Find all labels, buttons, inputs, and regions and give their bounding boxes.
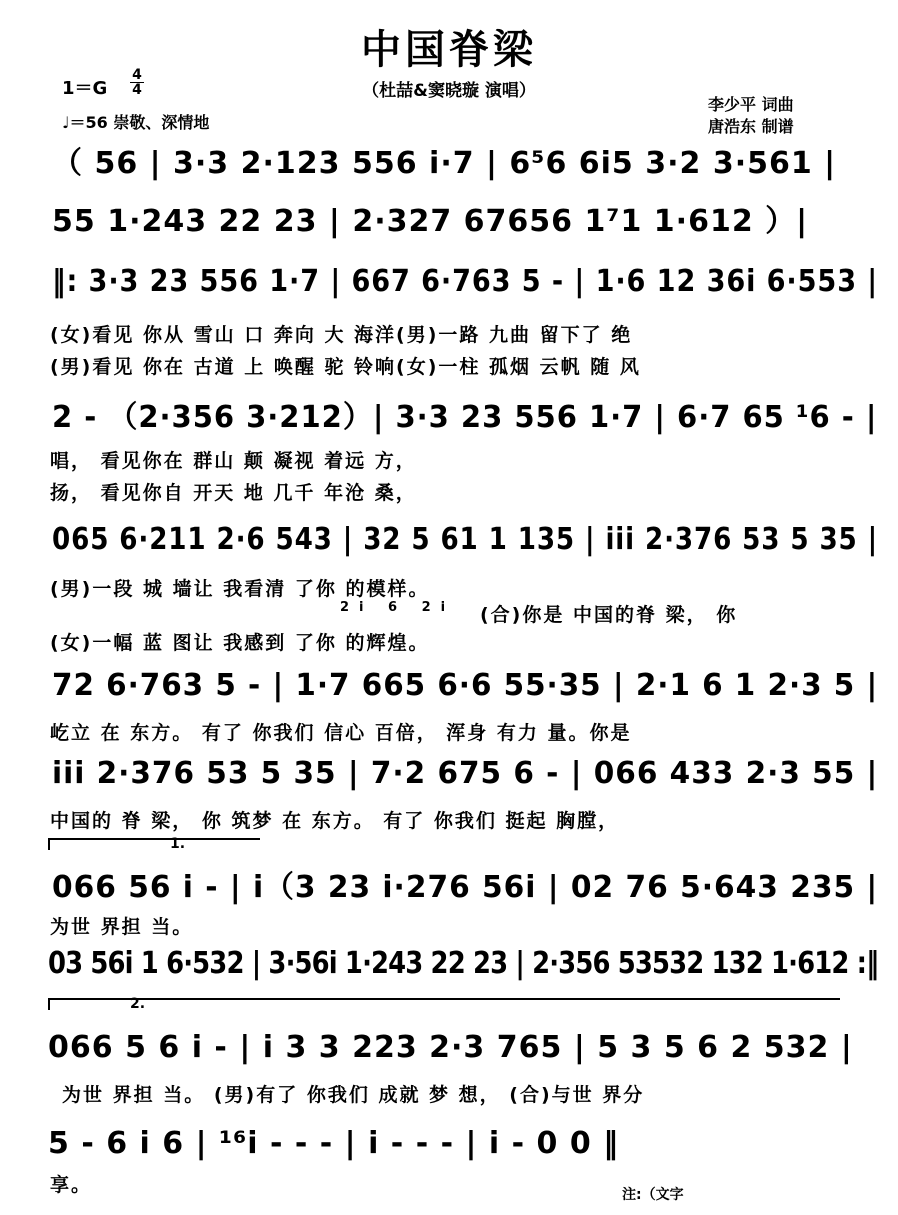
lyric-row-3a: (女)看见 你从 雪山 口 奔向 大 海洋(男)一路 九曲 留下了 绝 (50, 324, 633, 346)
lyric-row-6: 屹立 在 东方。 有了 你我们 信心 百倍， 浑身 有力 量。你是 (50, 722, 632, 744)
key-signature: 1＝G (62, 78, 108, 99)
volta-2-label: 2. (130, 996, 146, 1012)
lyric-row-5mid: (合)你是 中国的脊 梁， 你 (480, 604, 738, 626)
score-row-8: 066 56 i - | i（3 23 i·276 56i | 02 76 5·643 235 | (52, 870, 879, 905)
score-row-4: 2 - （2·356 3·212）| 3·3 23 556 1·7 | 6·7 65 ¹6 - | (52, 400, 878, 435)
lyricist-credit: 李少平 词曲 (708, 95, 794, 114)
lyric-row-10: 为世 界担 当。 (男)有了 你我们 成就 梦 想， (合)与世 界分 (62, 1084, 645, 1106)
time-signature (130, 68, 144, 97)
score-row-2: 55 1·243 22 23 | 2·327 67656 1⁷1 1·612 ）| (52, 204, 809, 239)
lyric-row-5a: (男)一段 城 墙让 我看清 了你 的模样。 (50, 578, 430, 600)
volta-2-bracket (48, 998, 840, 1010)
time-bottom: 4 (132, 82, 142, 98)
lyric-row-7: 中国的 脊 梁， 你 筑梦 在 东方。 有了 你我们 挺起 胸膛， (50, 810, 620, 832)
lyric-row-5b: (女)一幅 蓝 图让 我感到 了你 的辉煌。 (50, 632, 430, 654)
performers: （杜喆&窦晓璇 演唱） (362, 81, 536, 101)
lyric-row-3b: (男)看见 你在 古道 上 唤醒 驼 铃响(女)一柱 孤烟 云帆 随 风 (50, 356, 641, 378)
score-row-10: 066 5 6 i - | i 3 3 223 2·3 765 | 5 3 5 6 2 532 | (48, 1030, 853, 1065)
time-top: 4 (132, 67, 142, 83)
volta-1-label: 1. (170, 836, 186, 852)
lyric-row-4b: 扬， 看见你自 开天 地 几千 年沧 桑， (50, 482, 417, 504)
score-row-9: 03 56i 1 6·532 | 3·56i 1·243 22 23 | 2·356 53532 132 1·612 :‖ (48, 946, 879, 981)
lyric-row-8: 为世 界担 当。 (50, 916, 194, 938)
score-row-1: （ 56 | 3·3 2·123 556 i·7 | 6⁵6 6i5 3·2 3·561 | (52, 146, 837, 181)
score-row-7: iii 2·376 53 5 35 | 7·2 675 6 - | 066 433 2·3 55 | (52, 756, 879, 791)
score-row-3: ‖: 3·3 23 556 1·7 | 667 6·763 5 - | 1·6 12 36i 6·553 | (52, 264, 879, 299)
footer-note: 注:（文字 (622, 1187, 684, 1203)
score-row-5: 065 6·211 2·6 543 | 32 5 61 1 135 | iii 2·376 53 5 35 | (52, 522, 879, 557)
lyric-row-4a: 唱， 看见你在 群山 颠 凝视 着远 方， (50, 450, 417, 472)
grace-notes: 2i 6 2i (340, 600, 456, 615)
score-row-6: 72 6·763 5 - | 1·7 665 6·6 55·35 | 2·1 6 1 2·3 5 | (52, 668, 879, 703)
lyric-row-11: 享。 (50, 1174, 93, 1196)
score-row-11: 5 - 6 i 6 | ¹⁶i - - - | i - - - | i - 0 0 ‖ (48, 1126, 620, 1161)
volta-1-bracket (48, 838, 260, 850)
arranger-credit: 唐浩东 制谱 (708, 117, 794, 136)
tempo-marking: ♩＝56 崇敬、深情地 (62, 113, 210, 132)
song-title: 中国脊梁 (361, 27, 537, 73)
